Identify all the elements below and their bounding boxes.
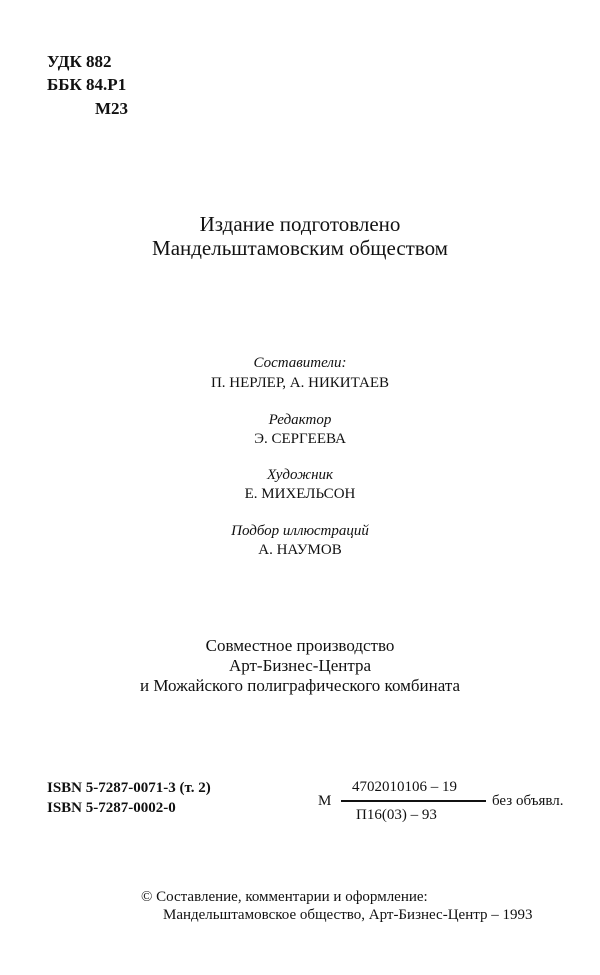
credit-names-editor: Э. СЕРГЕЕВА bbox=[254, 431, 346, 447]
credit-role-editor: Редактор bbox=[268, 412, 332, 428]
copyright-line-2: Мандельштамовское общество, Арт-Бизнес-Центр – 1993 bbox=[163, 907, 533, 923]
isbn-line-1: ISBN 5-7287-0071-3 (т. 2) bbox=[47, 780, 211, 796]
credit-names-artist: Е. МИХЕЛЬСОН bbox=[244, 486, 356, 502]
credit-role-illustrations: Подбор иллюстраций bbox=[231, 523, 369, 539]
isbn-line-2: ISBN 5-7287-0002-0 bbox=[47, 800, 176, 816]
catalog-suffix: без объявл. bbox=[492, 793, 564, 809]
production-line-3: и Можайского полиграфического комбината bbox=[139, 676, 461, 695]
credit-role-artist: Художник bbox=[266, 467, 334, 483]
copyright-line-1: © Составление, комментарии и оформление: bbox=[141, 889, 428, 905]
author-mark: М23 bbox=[95, 99, 129, 118]
bbk-code: ББК 84.Р1 bbox=[47, 75, 127, 94]
credit-names-illustrations: А. НАУМОВ bbox=[258, 542, 342, 558]
intro-line-1: Издание подготовлено bbox=[199, 212, 401, 236]
credit-role-compilers: Составители: bbox=[253, 355, 347, 371]
catalog-prefix: М bbox=[318, 793, 332, 809]
catalog-numerator: 4702010106 – 19 bbox=[352, 779, 457, 795]
production-line-2: Арт-Бизнес-Центра bbox=[228, 656, 372, 675]
intro-line-2: Мандельштамовским обществом bbox=[152, 236, 448, 260]
production-line-1: Совместное производство bbox=[205, 636, 395, 655]
catalog-denominator: П16(03) – 93 bbox=[356, 807, 437, 823]
fraction-bar bbox=[341, 800, 486, 802]
credit-names-compilers: П. НЕРЛЕР, А. НИКИТАЕВ bbox=[210, 375, 390, 391]
udk-code: УДК 882 bbox=[47, 52, 112, 71]
